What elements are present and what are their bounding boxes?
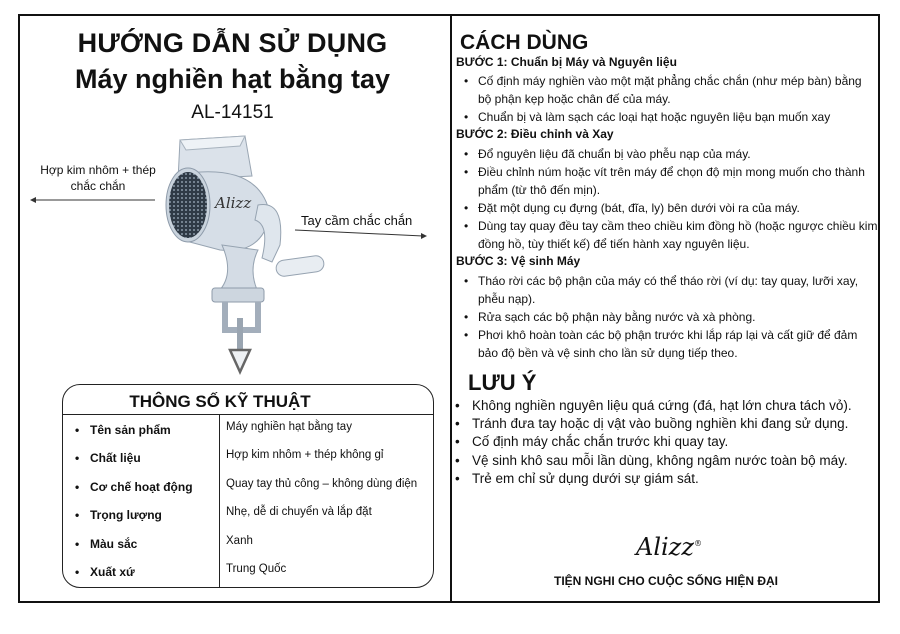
spec-key: • Trọng lượng [77,508,162,522]
right-arrow [295,230,427,239]
note-item: • Trẻ em chỉ sử dụng dưới sự giám sát. [472,471,699,486]
note-item: • Cố định máy chắc chắn trước khi quay tay. [472,434,728,449]
list-item: • Rửa sạch các bộ phận này bằng nước và xà phòng. [478,308,878,326]
notes-heading: LƯU Ý [468,370,537,395]
list-item: • Phơi khô hoàn toàn các bộ phận trước khi lắp ráp lại và cất giữ để đảm bảo độ bền và vệ sinh cho lần sử dụng tiếp theo. [478,326,878,362]
note-item: • Tránh đưa tay hoặc dị vật vào buồng nghiền khi đang sử dụng. [472,416,848,431]
list-item: • Chuẩn bị và làm sạch các loại hạt hoặc nguyên liệu bạn muốn xay [478,108,878,126]
brand-logo: Alizz® [636,533,702,561]
material-callout: Hợp kim nhôm + thép chắc chắn [40,163,156,193]
step3-title: BƯỚC 3: Vệ sinh Máy [456,254,581,268]
spec-key: • Chất liệu [77,451,141,465]
spec-header-rule [63,414,433,415]
spec-row [63,508,433,536]
spec-value: Máy nghiền hạt bằng tay [226,421,352,433]
list-item: • Cố định máy nghiền vào một mặt phẳng chắc chắn (như mép bàn) bằng bộ phận kẹp hoặc chân đế của máy. [478,72,878,108]
spec-value: Xanh [226,535,253,547]
spec-key: • Cơ chế hoạt động [77,480,193,494]
list-item: • Điều chỉnh núm hoặc vít trên máy để chọn độ mịn mong muốn cho thành phẩm (từ thô đến mịn). [478,163,878,199]
list-item: • Tháo rời các bộ phận của máy có thể tháo rời (ví dụ: tay quay, lưỡi xay, phễu nạp). [478,272,878,308]
spec-key: • Tên sản phẩm [77,423,171,437]
grinder-body [166,136,325,372]
list-item: • Dùng tay quay đều tay cầm theo chiều kim đồng hồ (hoặc ngược chiều kim đồng hồ, tùy thiết kế) để tiến hành xay nguyên liệu. [478,217,878,253]
product-logo: Alizz [215,194,252,212]
spec-value: Hợp kim nhôm + thép không gỉ [226,449,384,461]
note-item: • Không nghiền nguyên liệu quá cứng (đá, hạt lớn chưa tách vỏ). [472,398,852,413]
step1-title: BƯỚC 1: Chuẩn bị Máy và Nguyên liệu [456,55,677,69]
spec-title: THÔNG SỐ KỸ THUẬT [129,392,311,411]
manual-title: HƯỚNG DẪN SỬ DỤNG [77,28,388,58]
list-item: • Đặt một dụng cụ đựng (bát, đĩa, ly) bên dưới vòi ra của máy. [478,199,878,217]
usage-heading: CÁCH DÙNG [460,31,589,54]
spec-row [63,537,433,565]
spec-row [63,423,433,451]
model-number: AL-14151 [191,102,274,123]
product-title: Máy nghiền hạt bằng tay [74,64,391,94]
note-item: • Vệ sinh khô sau mỗi lần dùng, không ngâm nước toàn bộ máy. [472,453,848,468]
handle-callout: Tay cầm chắc chắn [301,213,413,228]
spec-value: Quay tay thủ công – không dùng điện [226,478,418,490]
spec-row [63,565,433,593]
list-item: • Đổ nguyên liệu đã chuẩn bị vào phễu nạp của máy. [478,145,878,163]
spec-row [63,451,433,479]
brand-slogan: TIỆN NGHI CHO CUỘC SỐNG HIỆN ĐẠI [553,574,778,588]
spec-key: • Xuất xứ [77,565,135,579]
step2-title: BƯỚC 2: Điều chỉnh và Xay [456,127,614,141]
spec-value: Trung Quốc [226,563,287,575]
spec-value: Nhẹ, dễ di chuyển và lắp đặt [226,506,372,518]
spec-key: • Màu sắc [77,537,137,551]
spec-row [63,480,433,508]
left-arrow [30,197,155,203]
